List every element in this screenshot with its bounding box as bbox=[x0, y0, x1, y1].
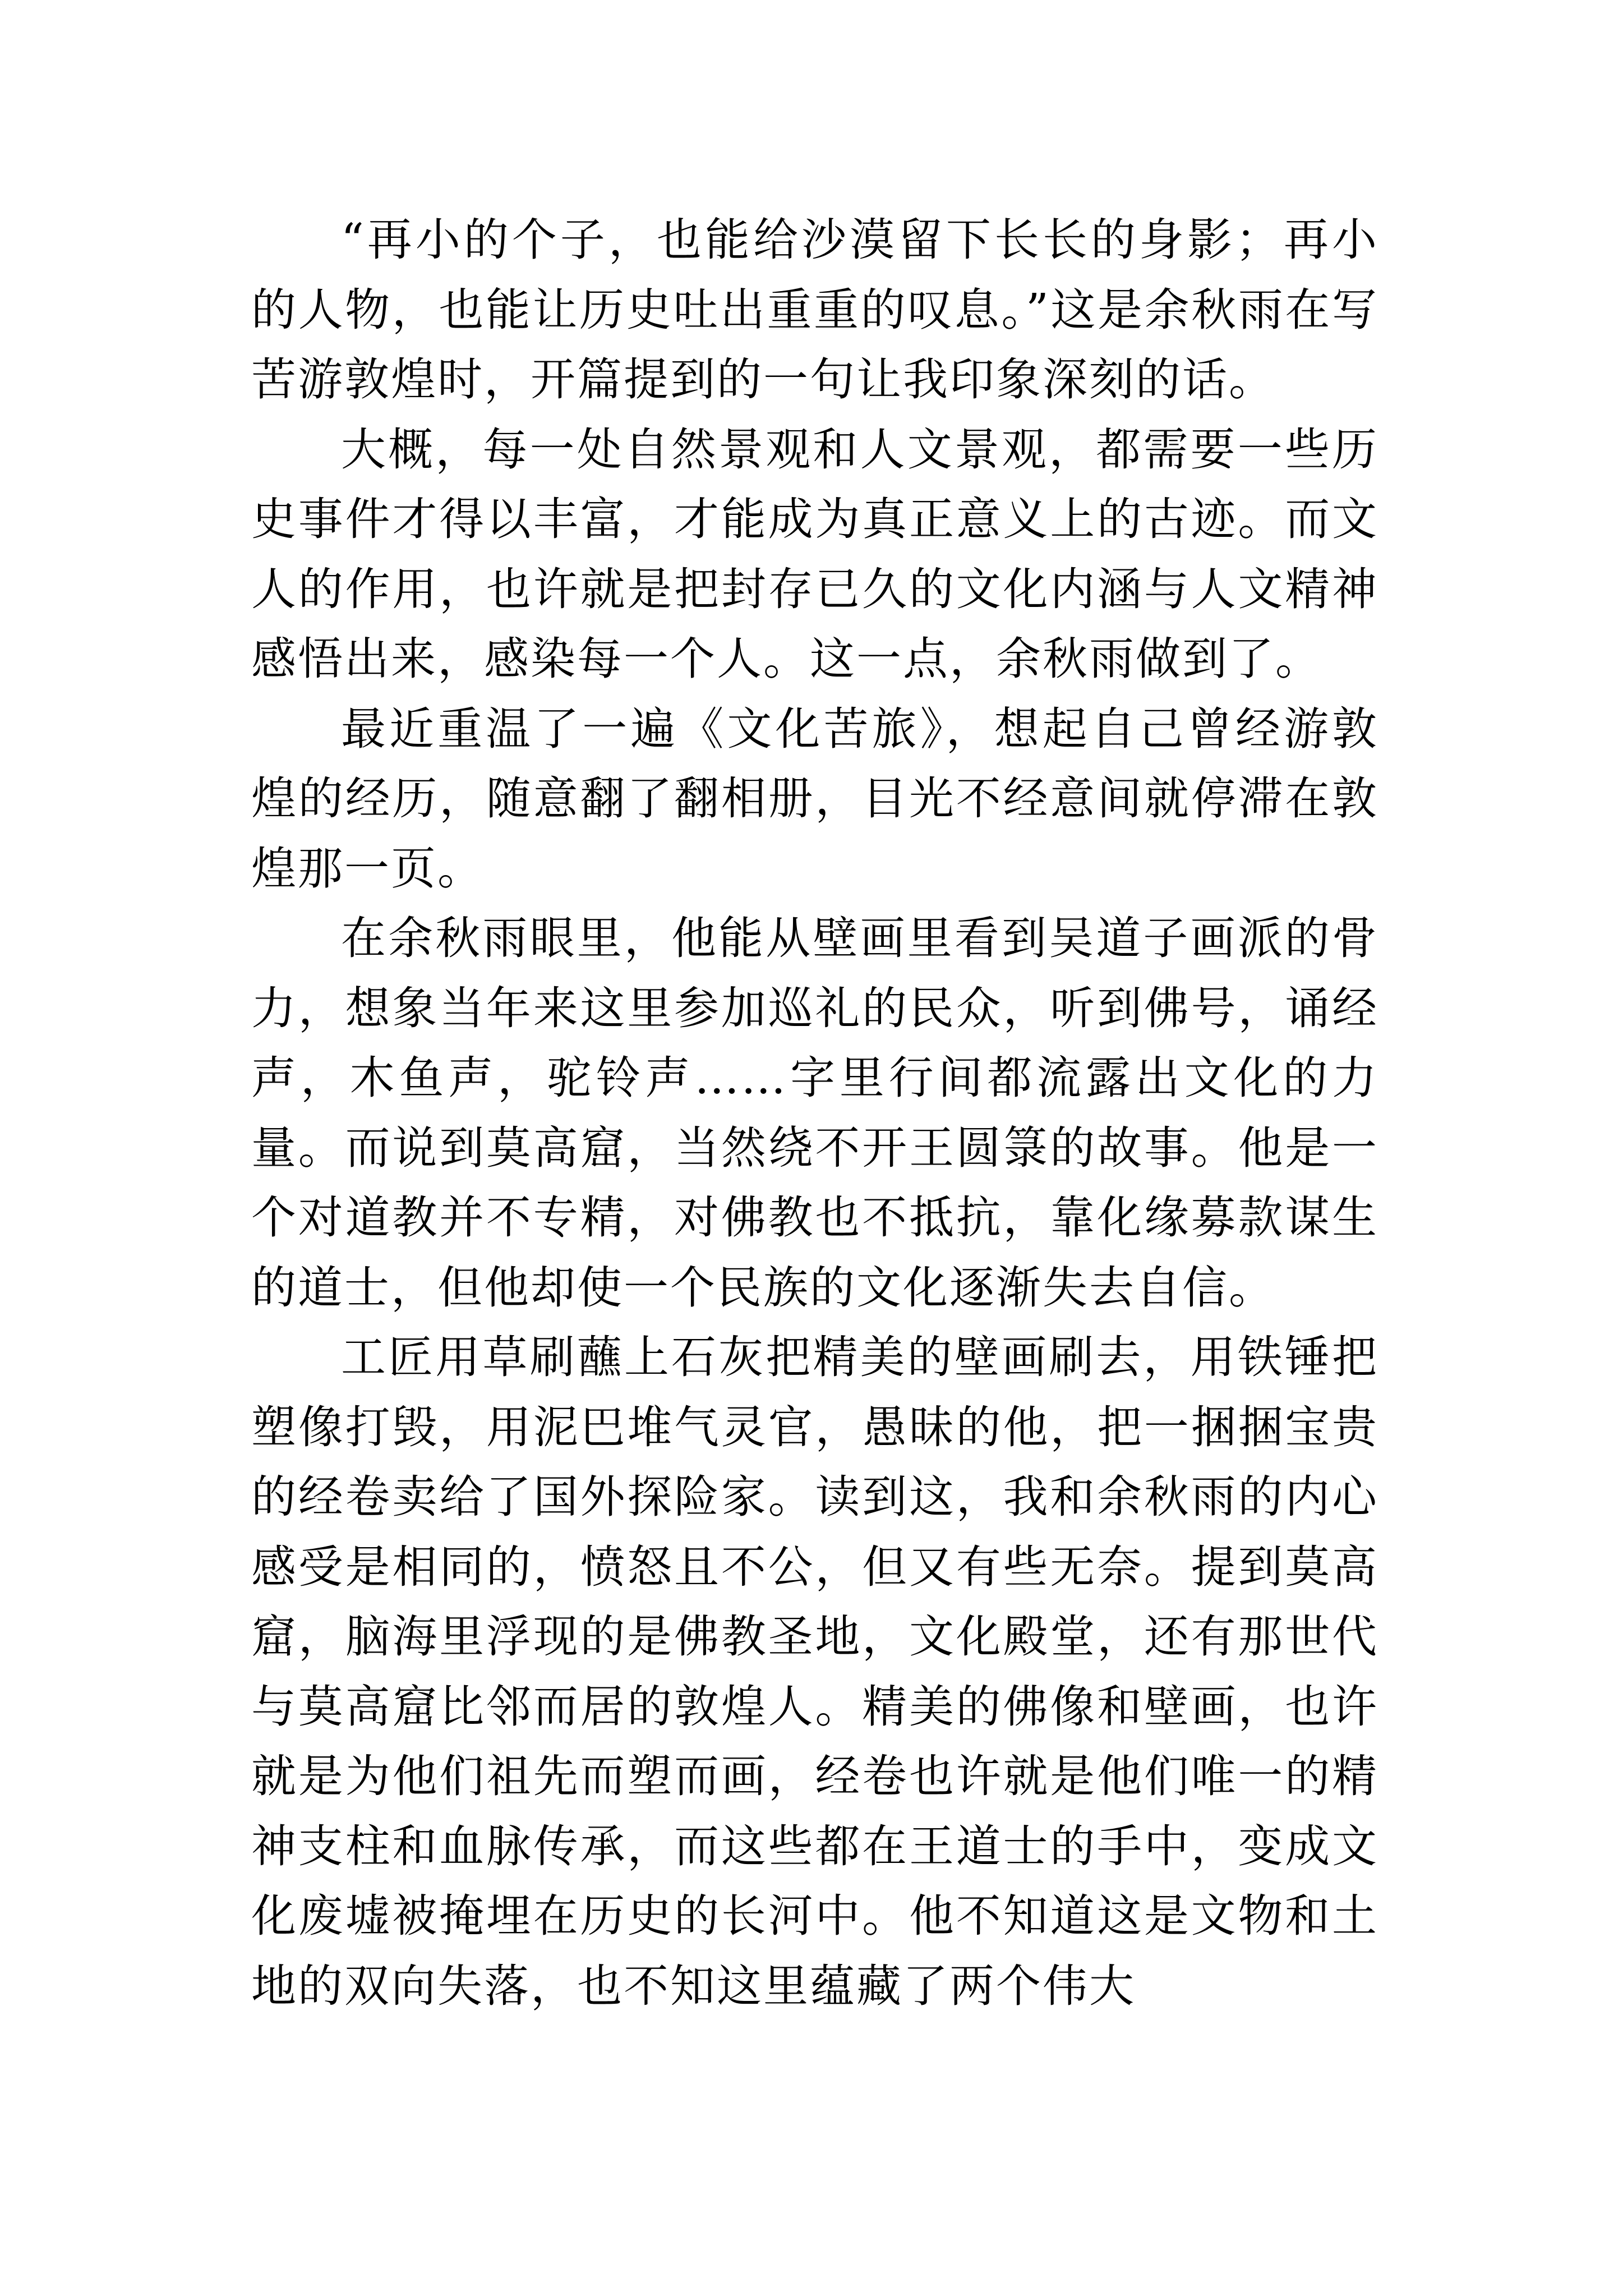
paragraph-3: 最近重温了一遍《文化苦旅》，想起自己曾经游敦煌的经历，随意翻了翻相册，目光不经意间就停滞在敦煌那一页。 bbox=[251, 702, 1378, 895]
paragraph-1: “再小的个子，也能给沙漠留下长长的身影；再小的人物，也能让历史吐出重重的叹息。”这是余秋雨在写苦游敦煌时，开篇提到的一句让我印象深刻的话。 bbox=[251, 214, 1378, 406]
paragraph-4: 在余秋雨眼里，他能从壁画里看到吴道子画派的骨力，想象当年来这里参加巡礼的民众，听到佛号，诵经声，木鱼声，驼铃声……字里行间都流露出文化的力量。而说到莫高窟，当然绕不开王圆箓的故事。他是一个对道教并不专精，对佛教也不抵抗，靠化缘募款谋生的道士，但他却使一个民族的文化逐渐失去自信。 bbox=[251, 912, 1378, 1314]
document-body bbox=[251, 205, 1378, 2021]
paragraph-2: 大概，每一处自然景观和人文景观，都需要一些历史事件才得以丰富，才能成为真正意义上的古迹。而文人的作用，也许就是把封存已久的文化内涵与人文精神感悟出来，感染每一个人。这一点，余秋雨做到了。 bbox=[251, 423, 1378, 685]
paragraph-5: 工匠用草刷蘸上石灰把精美的壁画刷去，用铁锤把塑像打毁，用泥巴堆气灵官，愚昧的他，把一捆捆宝贵的经卷卖给了国外探险家。读到这，我和余秋雨的内心感受是相同的，愤怒且不公，但又有些无奈。提到莫高窟，脑海里浮现的是佛教圣地，文化殿堂，还有那世代与莫高窟比邻而居的敦煌人。精美的佛像和壁画，也许就是为他们祖先而塑而画，经卷也许就是他们唯一的精神支柱和血脉传承，而这些都在王道士的手中，变成文化废墟被掩埋在历史的长河中。他不知道这是文物和土地的双向失落，也不知这里蕴藏了两个伟大 bbox=[251, 1331, 1378, 2012]
